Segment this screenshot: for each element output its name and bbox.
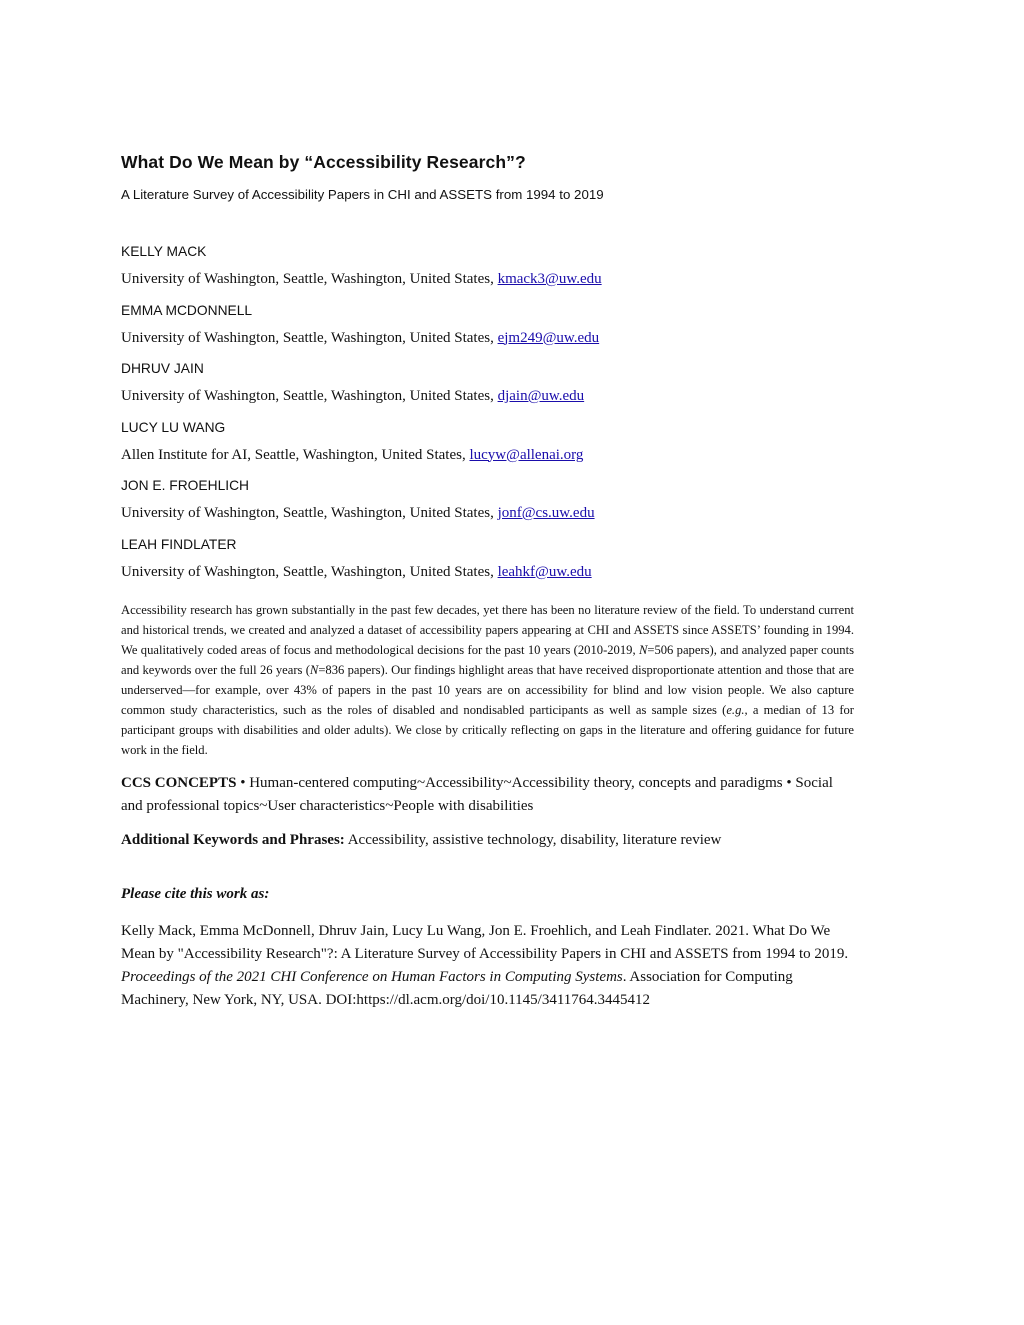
- abstract-part: =836 papers). Our findings highlight areas that have received disproportionate attention and those that are underserved—for example, over 43% of papers in the past 10 years are on accessibility for blind and low vision people. We also capture common study characteristics, such as the roles of disabled and nondisabled participants as well as sample sizes (: [121, 663, 854, 717]
- affiliation-text: University of Washington, Seattle, Washington, United States,: [121, 388, 498, 404]
- keywords-label: Additional Keywords and Phrases:: [121, 832, 345, 848]
- citation-part: . Association for Computing Machinery, New York, NY, USA. DOI:https://dl.acm.org/doi/10.1145/3411764.3445412: [121, 969, 793, 1008]
- author-email-link[interactable]: djain@uw.edu: [497, 388, 585, 404]
- keywords-text: Accessibility, assistive technology, disability, literature review: [344, 832, 722, 848]
- author-list: [121, 243, 861, 594]
- author-affiliation: [121, 563, 861, 581]
- abstract-part: a median of 13 for participant groups with disabilities and older adults). We close by critically reflecting on gaps in the literature and offering guidance for future work in the field.: [121, 703, 855, 757]
- paper-title: What Do We Mean by “Accessibility Research”?: [121, 152, 526, 172]
- author-email-link[interactable]: jonf@cs.uw.edu: [497, 505, 595, 521]
- citation-heading: Please cite this work as:: [121, 886, 270, 902]
- author-email-link[interactable]: lucyw@allenai.org: [469, 446, 584, 463]
- author-name: LUCY LU WANG: [121, 419, 226, 435]
- abstract-n-symbol: N: [309, 663, 319, 677]
- abstract-n-symbol: N: [638, 643, 648, 657]
- abstract-part: Accessibility research has grown substantially in the past few decades, yet there has been no literature review of the field. To understand current and historical trends, we created and analyzed a dataset of accessibility papers appearing at CHI and ASSETS since ASSETS’ founding in 1994. We qualitatively coded areas of focus and methodological decisions for the past 10 years (2010-2019,: [121, 603, 854, 657]
- author-block: [121, 419, 861, 478]
- paper-subtitle: A Literature Survey of Accessibility Papers in CHI and ASSETS from 1994 to 2019: [121, 187, 604, 202]
- author-block: [121, 477, 861, 536]
- ccs-bullet: •: [236, 775, 250, 791]
- abstract-part: =506 papers), and analyzed paper counts and keywords over the full 26 years (: [121, 643, 854, 677]
- citation-venue: Proceedings of the 2021 CHI Conference on Human Factors in Computing Systems: [121, 969, 623, 985]
- author-name: LEAH FINDLATER: [121, 536, 237, 552]
- abstract: [121, 600, 854, 760]
- affiliation-text: University of Washington, Seattle, Washington, United States,: [121, 563, 498, 580]
- ccs-bullet: •: [782, 775, 796, 791]
- author-block: [121, 243, 861, 302]
- keywords: [121, 829, 854, 851]
- author-name: EMMA MCDONNELL: [121, 302, 253, 318]
- author-affiliation: [121, 387, 861, 405]
- author-email-link[interactable]: kmack3@uw.edu: [497, 271, 602, 287]
- author-block: [121, 536, 861, 595]
- affiliation-text: University of Washington, Seattle, Washington, United States,: [121, 505, 498, 521]
- author-block: [121, 360, 861, 419]
- ccs-concept: Social and professional topics~User characteristics~People with disabilities: [121, 775, 833, 814]
- affiliation-text: University of Washington, Seattle, Washington, United States,: [121, 271, 498, 287]
- author-block: [121, 302, 861, 361]
- citation-text: [121, 920, 854, 1012]
- author-name: DHRUV JAIN: [121, 361, 204, 376]
- abstract-eg: e.g.,: [726, 703, 748, 717]
- author-email-link[interactable]: ejm249@uw.edu: [497, 329, 600, 346]
- ccs-concepts: [121, 772, 854, 817]
- author-name: JON E. FROEHLICH: [121, 478, 250, 493]
- author-affiliation: [121, 504, 861, 522]
- author-email-link[interactable]: leahkf@uw.edu: [497, 563, 592, 580]
- ccs-concept: Human-centered computing~Accessibility~Accessibility theory, concepts and paradigms: [249, 775, 783, 791]
- affiliation-text: University of Washington, Seattle, Washington, United States,: [121, 329, 498, 346]
- affiliation-text: Allen Institute for AI, Seattle, Washington, United States,: [121, 446, 470, 463]
- author-affiliation: [121, 446, 861, 464]
- citation-part: Kelly Mack, Emma McDonnell, Dhruv Jain, Lucy Lu Wang, Jon E. Froehlich, and Leah Findlater. 2021. What Do We Mean by "Accessibility Research"?: A Literature Survey of Accessibility Papers in CHI and ASSETS from 1994 to 2019.: [121, 923, 849, 962]
- author-affiliation: [121, 329, 861, 347]
- author-name: KELLY MACK: [121, 244, 207, 259]
- author-affiliation: [121, 270, 861, 288]
- ccs-label: CCS CONCEPTS: [121, 775, 237, 791]
